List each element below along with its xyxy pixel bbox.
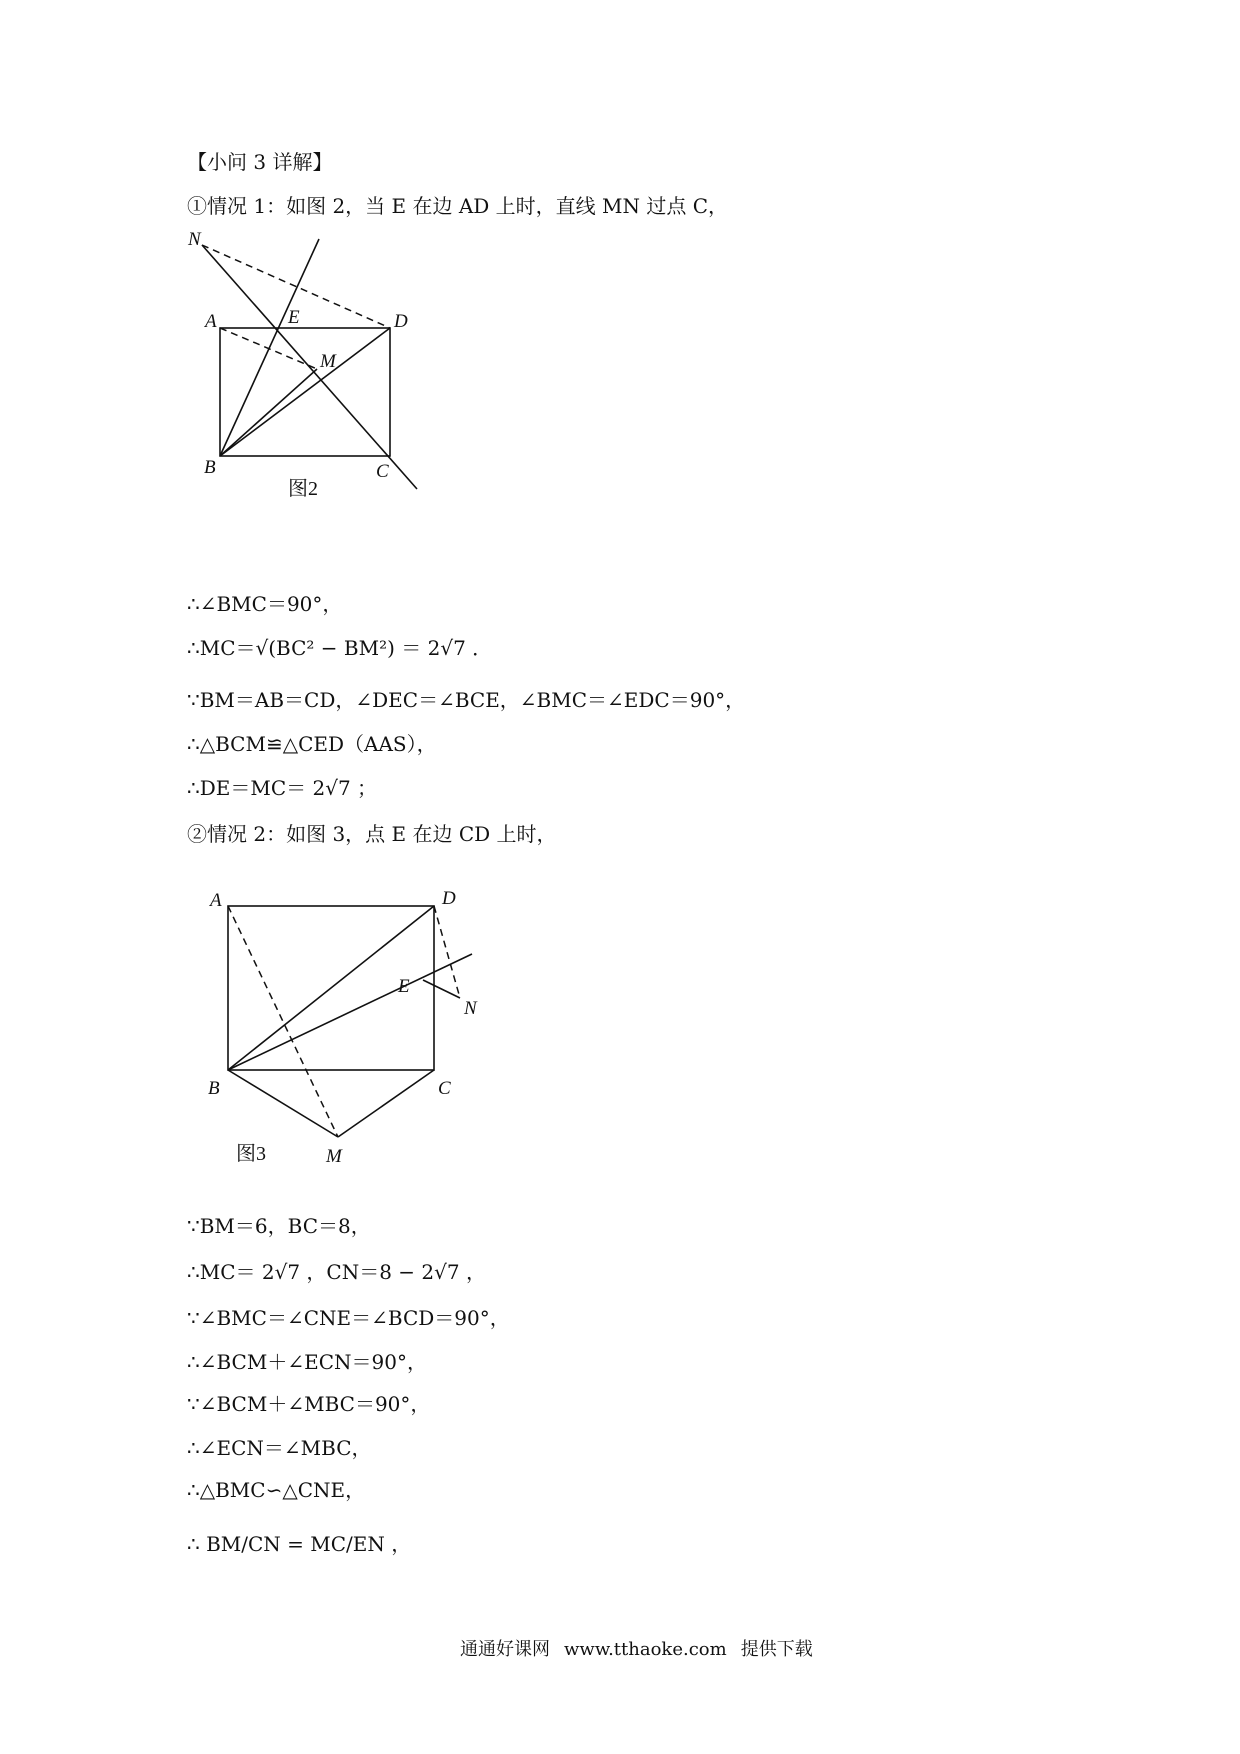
fig2-label-a: A [205, 311, 217, 332]
fig2-label-m: M [320, 351, 336, 372]
figure-3 [190, 868, 490, 1182]
fig2-label-n: N [188, 229, 201, 250]
figure-2 [180, 225, 460, 549]
step1-3: ∴△BCM≌△CED（AAS）， [187, 732, 437, 756]
step1-2: ∵BM＝AB＝CD，∠DEC＝∠BCE，∠BMC＝∠EDC＝90°， [187, 688, 746, 712]
step2-6: ∴△BMC∽△CNE， [187, 1478, 366, 1502]
step1-1: ∴MC＝√(BC² − BM²) ＝ 2√7 ． [187, 636, 493, 660]
step2-0: ∵BM＝6，BC＝8， [187, 1214, 371, 1238]
footer-url[interactable]: www.tthaoke.com [564, 1639, 727, 1660]
fig2-label-c: C [376, 461, 389, 482]
step1-4: ∴DE＝MC＝ 2√7 ； [187, 776, 378, 800]
step2-3: ∴∠BCM＋∠ECN＝90°， [187, 1350, 427, 1374]
fig2-label-e: E [288, 307, 300, 328]
fig3-label-a: A [210, 890, 222, 911]
fig3-label-e: E [398, 976, 410, 997]
fig2-caption: 图2 [288, 478, 318, 500]
fig3-label-b: B [208, 1078, 220, 1099]
section-heading: 【小问 3 详解】 [187, 150, 333, 174]
fig2-label-d: D [394, 311, 408, 332]
step1-0: ∴∠BMC＝90°， [187, 592, 343, 616]
fig2-label-b: B [204, 457, 216, 478]
case2-intro: ②情况 2：如图 3，点 E 在边 CD 上时， [187, 822, 557, 846]
fig3-label-m: M [326, 1146, 342, 1167]
step2-5: ∴∠ECN＝∠MBC， [187, 1436, 372, 1460]
step2-4: ∵∠BCM＋∠MBC＝90°， [187, 1392, 431, 1416]
fig3-label-n: N [464, 998, 477, 1019]
fig3-caption: 图3 [236, 1143, 266, 1165]
footer-site: 通通好课网 [460, 1639, 550, 1660]
page-footer [460, 1638, 813, 1662]
fig3-label-d: D [442, 888, 456, 909]
step2-2: ∵∠BMC＝∠CNE＝∠BCD＝90°， [187, 1306, 510, 1330]
step2-1: ∴MC＝ 2√7 ，CN＝8 − 2√7 ， [187, 1260, 486, 1284]
step2-7: ∴ BM/CN = MC/EN ， [187, 1532, 412, 1556]
case1-intro: ①情况 1：如图 2，当 E 在边 AD 上时，直线 MN 过点 C， [187, 194, 729, 218]
fig3-label-c: C [438, 1078, 451, 1099]
footer-action: 提供下载 [740, 1639, 813, 1660]
